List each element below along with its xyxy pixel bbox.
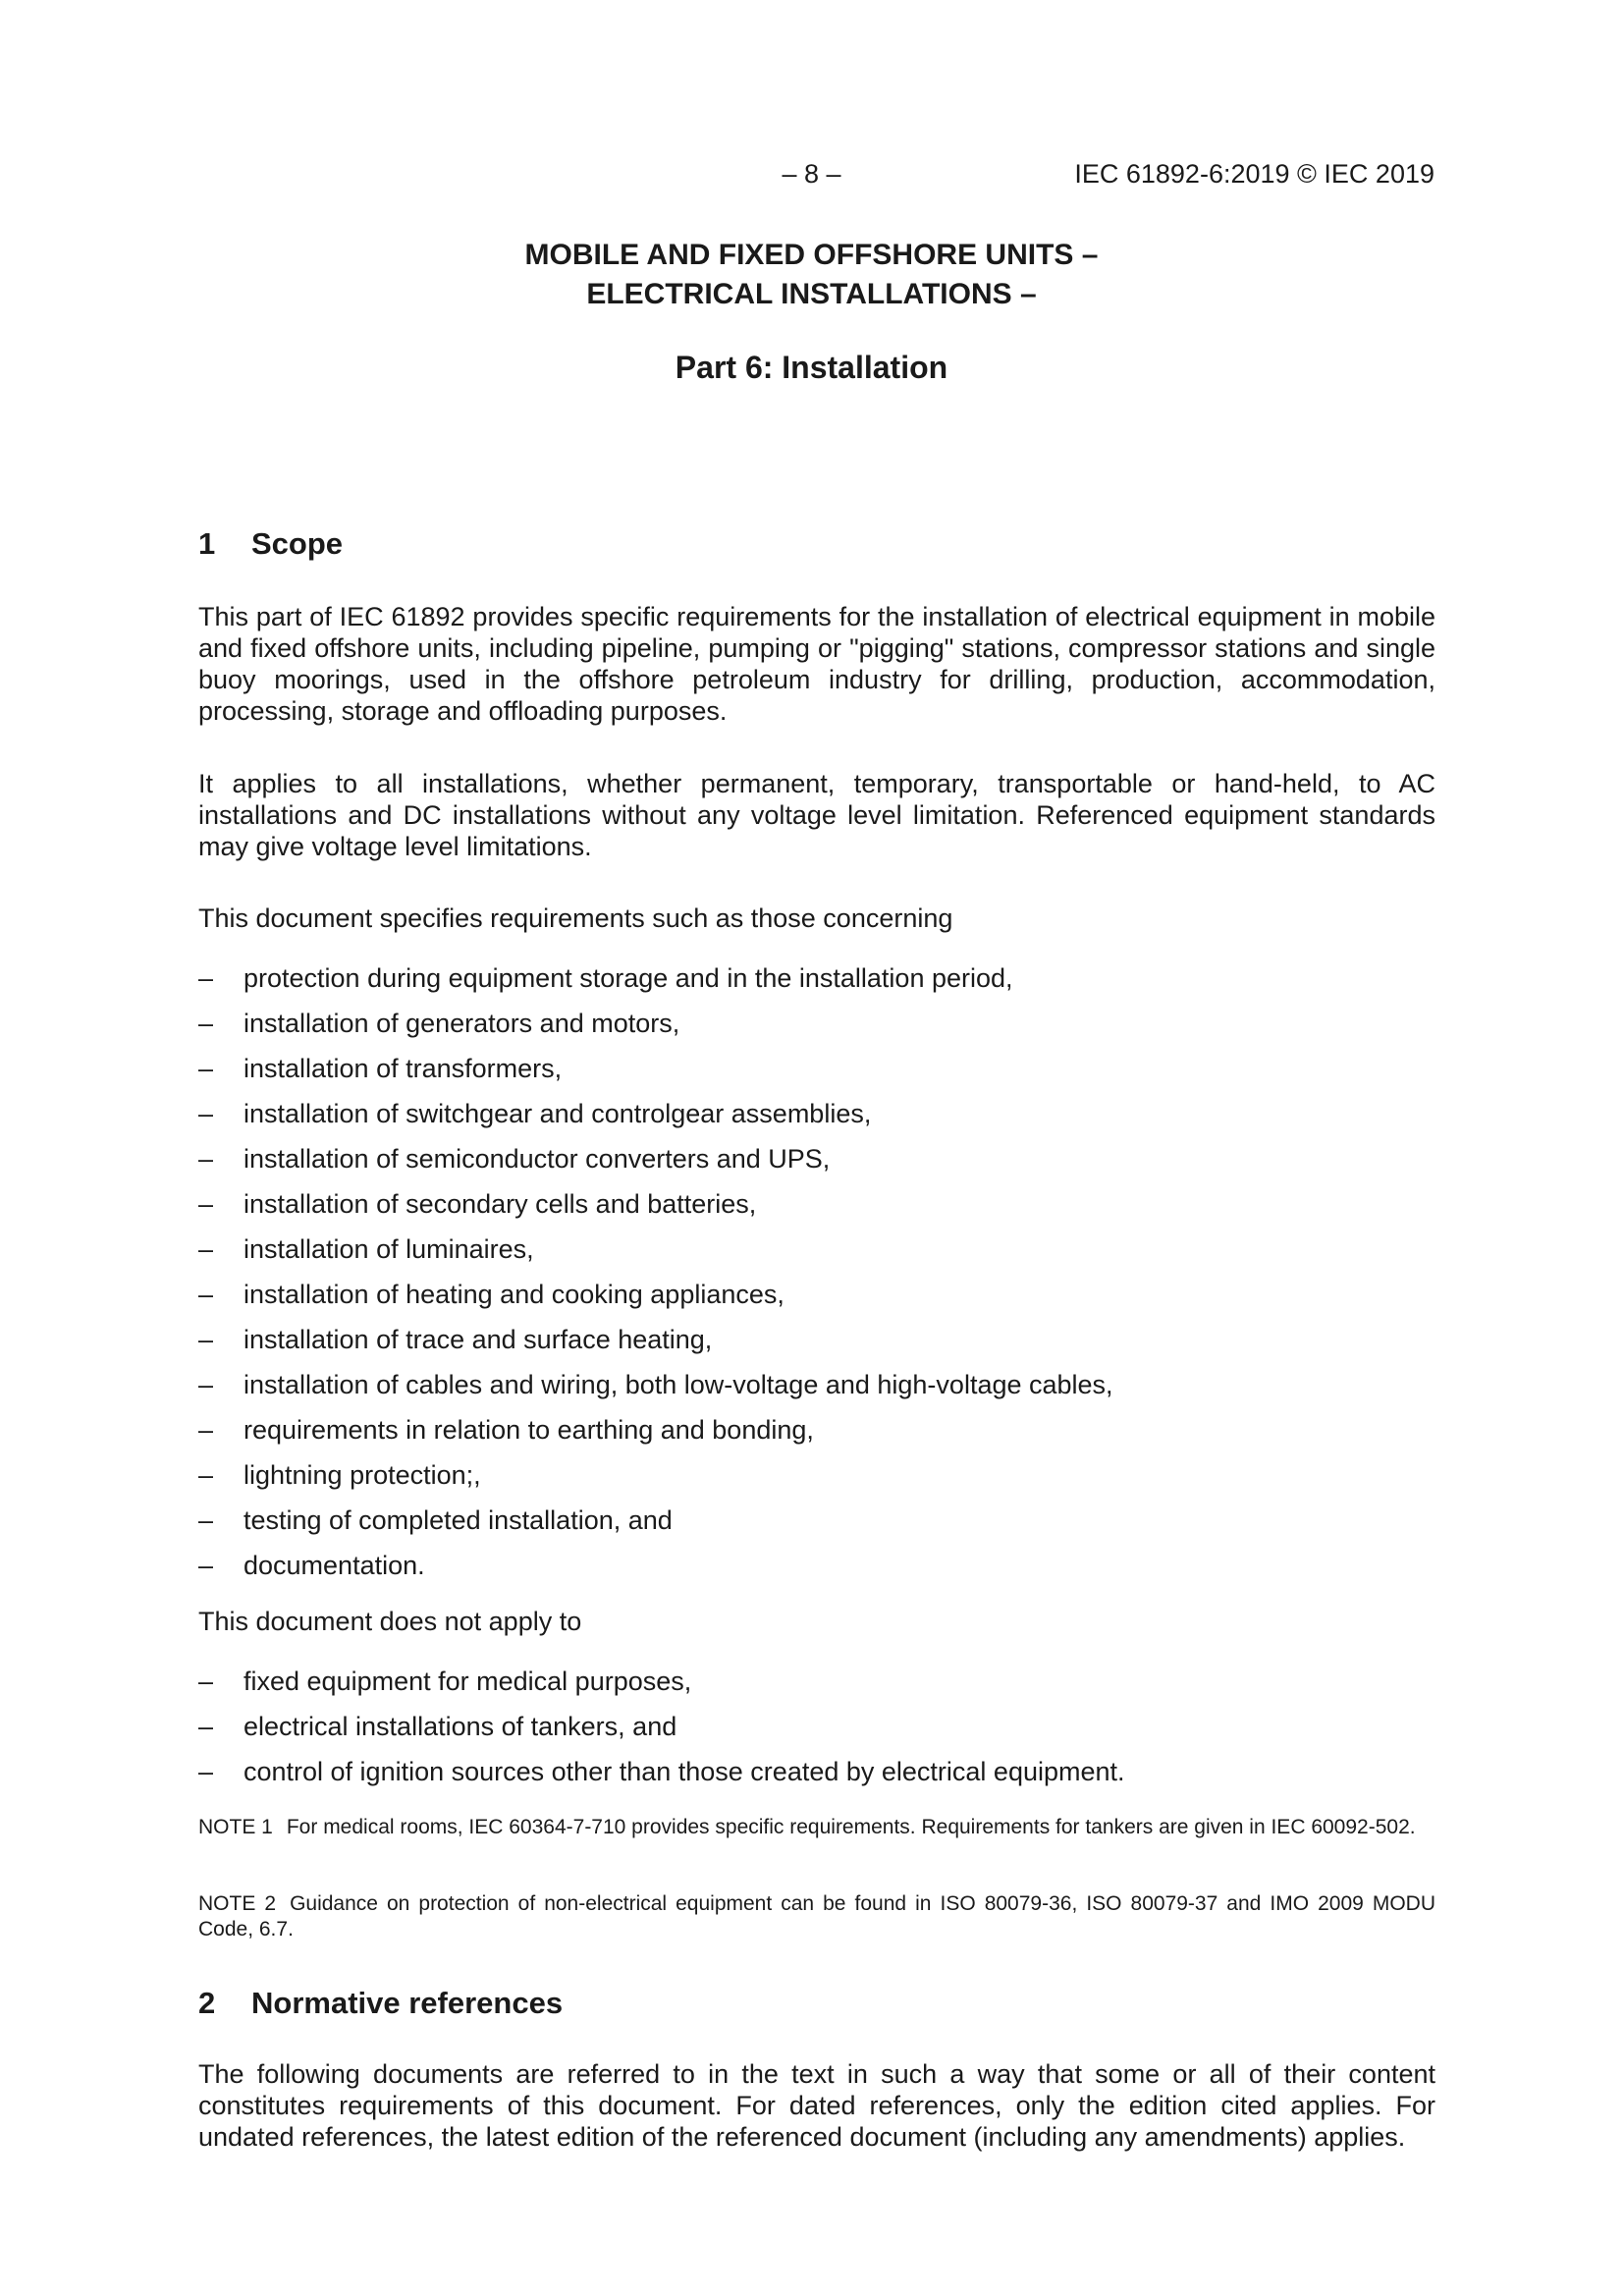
- list-item: [198, 1504, 1435, 1550]
- list-dash: –: [198, 1551, 214, 1580]
- part-title: Part 6: Installation: [675, 350, 948, 385]
- list-dash: –: [198, 1144, 214, 1174]
- list-item: [198, 1414, 1435, 1459]
- list-dash: –: [198, 1234, 214, 1264]
- note-1-label: NOTE 1: [198, 1816, 273, 1838]
- list-item-text: protection during equipment storage and in the installation period,: [243, 963, 1013, 993]
- list-dash: –: [198, 1280, 214, 1309]
- list-dash: –: [198, 1099, 214, 1128]
- list-dash: –: [198, 1505, 214, 1535]
- list-item-text: installation of cables and wiring, both low-voltage and high-voltage cables,: [243, 1370, 1113, 1399]
- list-item-text: control of ignition sources other than those created by electrical equipment.: [243, 1757, 1125, 1786]
- list-item: [198, 1711, 1435, 1756]
- list-item: [198, 1459, 1435, 1504]
- specifies-list: [198, 962, 1435, 1595]
- note-1-text: For medical rooms, IEC 60364-7-710 provides specific requirements. Requirements for tankers are given in IEC 60092-502.: [286, 1816, 1416, 1838]
- page-number: – 8 –: [782, 159, 841, 189]
- list-item: [198, 1233, 1435, 1279]
- list-dash: –: [198, 1325, 214, 1354]
- note-2-label: NOTE 2: [198, 1892, 277, 1915]
- section-1-title: Scope: [251, 526, 344, 561]
- not-apply-intro: This document does not apply to: [198, 1607, 582, 1636]
- list-item: [198, 1666, 1435, 1711]
- list-item-text: installation of switchgear and controlgear assemblies,: [243, 1099, 872, 1128]
- list-dash: –: [198, 1667, 214, 1696]
- note-2: [198, 1891, 1435, 1942]
- title-line-1: MOBILE AND FIXED OFFSHORE UNITS –: [524, 239, 1099, 271]
- title-line-2: ELECTRICAL INSTALLATIONS –: [586, 278, 1037, 310]
- list-item-text: installation of heating and cooking appliances,: [243, 1280, 784, 1309]
- list-dash: –: [198, 1009, 214, 1038]
- not-apply-list: [198, 1666, 1435, 1801]
- list-item-text: requirements in relation to earthing and bonding,: [243, 1415, 814, 1445]
- standard-reference: IEC 61892-6:2019 © IEC 2019: [1074, 159, 1434, 189]
- list-item: [198, 1143, 1435, 1188]
- scope-paragraph-1: This part of IEC 61892 provides specific requirements for the installation of electrical equipment in mobile and fixed offshore units, including pipeline, pumping or "pigging" stations, compressor stations and single buoy moorings, used in the offshore petroleum industry for drilling, production, accommodation, processing, storage and offloading purposes.: [198, 602, 1435, 726]
- specifies-intro: This document specifies requirements such as those concerning: [198, 903, 953, 933]
- list-item-text: installation of secondary cells and batteries,: [243, 1189, 757, 1219]
- document-title: [0, 236, 1623, 314]
- list-dash: –: [198, 1415, 214, 1445]
- list-item-text: installation of generators and motors,: [243, 1009, 680, 1038]
- list-item: [198, 1550, 1435, 1595]
- section-1-number: 1: [198, 526, 216, 561]
- list-item: [198, 1053, 1435, 1098]
- section-1-heading: [198, 526, 343, 562]
- list-item-text: fixed equipment for medical purposes,: [243, 1667, 692, 1696]
- note-2-text: Guidance on protection of non-electrical equipment can be found in ISO 80079-36, ISO 80079-37 and IMO 2009 MODU Code, 6.7.: [198, 1892, 1435, 1941]
- list-item: [198, 1098, 1435, 1143]
- list-item-text: installation of trace and surface heating,: [243, 1325, 713, 1354]
- list-item-text: electrical installations of tankers, and: [243, 1712, 677, 1741]
- normative-references-paragraph: The following documents are referred to in the text in such a way that some or all of their content constitutes requirements of this document. For dated references, only the edition cited applies. For undated references, the latest edition of the referenced document (including any amendments) applies.: [198, 2059, 1435, 2152]
- list-item-text: lightning protection;,: [243, 1460, 481, 1490]
- list-dash: –: [198, 1370, 214, 1399]
- scope-paragraph-2: It applies to all installations, whether permanent, temporary, transportable or hand-held, to AC installations and DC installations without any voltage level limitation. Referenced equipment standards may give voltage level limitations.: [198, 769, 1435, 861]
- list-item-text: testing of completed installation, and: [243, 1505, 673, 1535]
- list-item-text: installation of transformers,: [243, 1054, 563, 1083]
- list-item-text: installation of luminaires,: [243, 1234, 534, 1264]
- list-item: [198, 1324, 1435, 1369]
- list-dash: –: [198, 1460, 214, 1490]
- list-item: [198, 1008, 1435, 1053]
- list-item: [198, 1756, 1435, 1801]
- section-2-heading: [198, 1986, 563, 2021]
- list-item: [198, 1188, 1435, 1233]
- list-dash: –: [198, 1757, 214, 1786]
- list-dash: –: [198, 963, 214, 993]
- section-2-title: Normative references: [251, 1986, 564, 2020]
- list-dash: –: [198, 1054, 214, 1083]
- list-dash: –: [198, 1189, 214, 1219]
- list-item: [198, 962, 1435, 1008]
- list-item: [198, 1369, 1435, 1414]
- list-item-text: documentation.: [243, 1551, 425, 1580]
- note-1: [198, 1815, 1435, 1840]
- list-dash: –: [198, 1712, 214, 1741]
- list-item-text: installation of semiconductor converters and UPS,: [243, 1144, 831, 1174]
- list-item: [198, 1279, 1435, 1324]
- section-2-number: 2: [198, 1986, 216, 2020]
